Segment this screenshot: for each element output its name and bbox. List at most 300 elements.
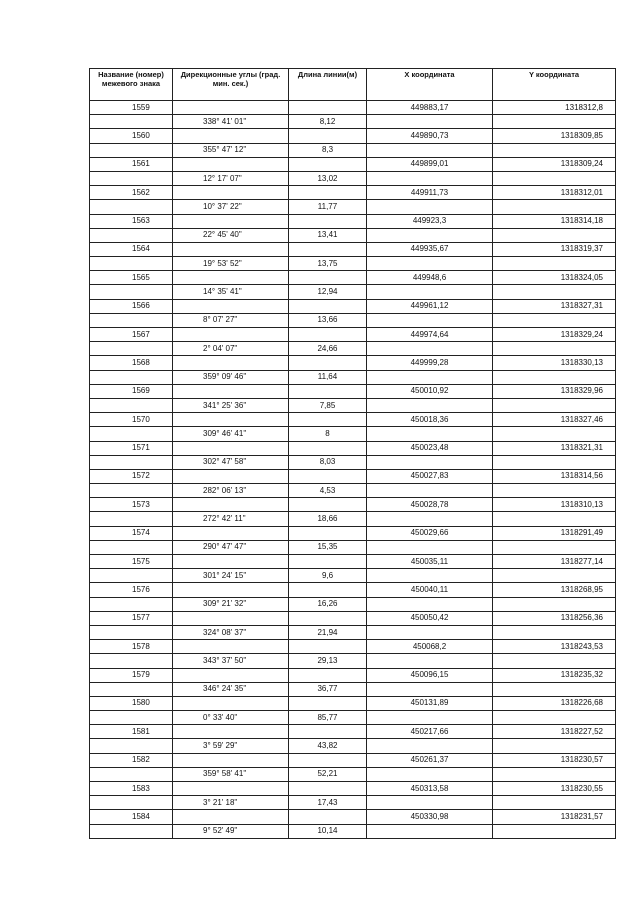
empty-cell	[493, 767, 616, 781]
empty-cell	[289, 271, 367, 285]
segment-row	[90, 313, 616, 327]
line-length: 11,77	[289, 200, 367, 214]
x-coordinate: 450027,83	[367, 469, 493, 483]
x-coordinate: 449999,28	[367, 356, 493, 370]
point-row	[90, 498, 616, 512]
line-length: 13,66	[289, 313, 367, 327]
empty-cell	[173, 611, 289, 625]
empty-cell	[289, 526, 367, 540]
empty-cell	[493, 796, 616, 810]
x-coordinate: 450018,36	[367, 413, 493, 427]
segment-row	[90, 597, 616, 611]
point-name: 1570	[90, 413, 173, 427]
empty-cell	[289, 101, 367, 115]
direction-angle: 290° 47' 47"	[173, 540, 289, 554]
point-name: 1568	[90, 356, 173, 370]
x-coordinate: 450330,98	[367, 810, 493, 824]
empty-cell	[367, 512, 493, 526]
point-name: 1573	[90, 498, 173, 512]
point-name: 1560	[90, 129, 173, 143]
line-length: 8,3	[289, 143, 367, 157]
point-name: 1578	[90, 640, 173, 654]
line-length: 12,94	[289, 285, 367, 299]
direction-angle: 301° 24' 15"	[173, 569, 289, 583]
line-length: 13,75	[289, 257, 367, 271]
empty-cell	[90, 143, 173, 157]
empty-cell	[367, 625, 493, 639]
segment-row	[90, 171, 616, 185]
point-row	[90, 157, 616, 171]
point-name: 1571	[90, 441, 173, 455]
empty-cell	[367, 427, 493, 441]
x-coordinate: 450131,89	[367, 696, 493, 710]
point-row	[90, 583, 616, 597]
coordinates-table	[89, 68, 616, 839]
point-name: 1583	[90, 782, 173, 796]
point-row	[90, 753, 616, 767]
empty-cell	[289, 384, 367, 398]
point-row	[90, 101, 616, 115]
y-coordinate: 1318235,32	[493, 668, 616, 682]
x-coordinate: 450029,66	[367, 526, 493, 540]
empty-cell	[173, 555, 289, 569]
direction-angle: 2° 04' 07"	[173, 342, 289, 356]
y-coordinate: 1318319,37	[493, 242, 616, 256]
direction-angle: 359° 58' 41"	[173, 767, 289, 781]
header-y: Y координата	[493, 69, 616, 101]
point-name: 1566	[90, 299, 173, 313]
empty-cell	[493, 824, 616, 838]
y-coordinate: 1318330,13	[493, 356, 616, 370]
line-length: 43,82	[289, 739, 367, 753]
empty-cell	[289, 782, 367, 796]
point-name: 1564	[90, 242, 173, 256]
segment-row	[90, 143, 616, 157]
empty-cell	[289, 696, 367, 710]
point-name: 1581	[90, 725, 173, 739]
empty-cell	[367, 398, 493, 412]
line-length: 8,03	[289, 455, 367, 469]
segment-row	[90, 427, 616, 441]
point-row	[90, 214, 616, 228]
empty-cell	[173, 498, 289, 512]
point-row	[90, 668, 616, 682]
empty-cell	[90, 455, 173, 469]
y-coordinate: 1318327,46	[493, 413, 616, 427]
point-name: 1580	[90, 696, 173, 710]
y-coordinate: 1318268,95	[493, 583, 616, 597]
empty-cell	[173, 441, 289, 455]
x-coordinate: 450261,37	[367, 753, 493, 767]
direction-angle: 324° 08' 37"	[173, 625, 289, 639]
empty-cell	[90, 313, 173, 327]
direction-angle: 9° 52' 49"	[173, 824, 289, 838]
point-name: 1569	[90, 384, 173, 398]
empty-cell	[173, 753, 289, 767]
empty-cell	[493, 257, 616, 271]
empty-cell	[367, 569, 493, 583]
empty-cell	[173, 668, 289, 682]
segment-row	[90, 739, 616, 753]
empty-cell	[493, 427, 616, 441]
segment-row	[90, 484, 616, 498]
empty-cell	[90, 200, 173, 214]
point-name: 1577	[90, 611, 173, 625]
empty-cell	[493, 512, 616, 526]
direction-angle: 10° 37' 22"	[173, 200, 289, 214]
empty-cell	[493, 370, 616, 384]
segment-row	[90, 342, 616, 356]
empty-cell	[493, 597, 616, 611]
point-row	[90, 299, 616, 313]
point-row	[90, 782, 616, 796]
y-coordinate: 1318309,85	[493, 129, 616, 143]
line-length: 24,66	[289, 342, 367, 356]
x-coordinate: 450050,42	[367, 611, 493, 625]
empty-cell	[367, 824, 493, 838]
point-row	[90, 469, 616, 483]
empty-cell	[493, 455, 616, 469]
header-length: Длина линии(м)	[289, 69, 367, 101]
point-row	[90, 526, 616, 540]
line-length: 18,66	[289, 512, 367, 526]
segment-row	[90, 285, 616, 299]
point-row	[90, 640, 616, 654]
point-row	[90, 271, 616, 285]
empty-cell	[289, 583, 367, 597]
empty-cell	[367, 654, 493, 668]
empty-cell	[493, 625, 616, 639]
line-length: 16,26	[289, 597, 367, 611]
point-row	[90, 356, 616, 370]
empty-cell	[90, 739, 173, 753]
y-coordinate: 1318310,13	[493, 498, 616, 512]
x-coordinate: 450217,66	[367, 725, 493, 739]
line-length: 9,6	[289, 569, 367, 583]
point-row	[90, 441, 616, 455]
empty-cell	[173, 299, 289, 313]
segment-row	[90, 512, 616, 526]
x-coordinate: 449961,12	[367, 299, 493, 313]
y-coordinate: 1318312,8	[493, 101, 616, 115]
x-coordinate: 449935,67	[367, 242, 493, 256]
segment-row	[90, 767, 616, 781]
empty-cell	[173, 242, 289, 256]
point-row	[90, 810, 616, 824]
empty-cell	[493, 228, 616, 242]
direction-angle: 302° 47' 58"	[173, 455, 289, 469]
point-name: 1562	[90, 186, 173, 200]
empty-cell	[493, 398, 616, 412]
x-coordinate: 449974,64	[367, 328, 493, 342]
empty-cell	[289, 328, 367, 342]
point-row	[90, 696, 616, 710]
empty-cell	[367, 285, 493, 299]
y-coordinate: 1318231,57	[493, 810, 616, 824]
direction-angle: 272° 42' 11"	[173, 512, 289, 526]
empty-cell	[289, 186, 367, 200]
direction-angle: 346° 24' 35"	[173, 682, 289, 696]
empty-cell	[289, 413, 367, 427]
empty-cell	[173, 129, 289, 143]
point-row	[90, 384, 616, 398]
segment-row	[90, 654, 616, 668]
x-coordinate: 449883,17	[367, 101, 493, 115]
point-name: 1572	[90, 469, 173, 483]
empty-cell	[367, 342, 493, 356]
line-length: 52,21	[289, 767, 367, 781]
empty-cell	[493, 285, 616, 299]
y-coordinate: 1318277,14	[493, 555, 616, 569]
y-coordinate: 1318327,31	[493, 299, 616, 313]
segment-row	[90, 569, 616, 583]
empty-cell	[90, 228, 173, 242]
empty-cell	[173, 725, 289, 739]
x-coordinate: 449890,73	[367, 129, 493, 143]
empty-cell	[367, 682, 493, 696]
empty-cell	[367, 370, 493, 384]
x-coordinate: 450313,58	[367, 782, 493, 796]
empty-cell	[493, 540, 616, 554]
empty-cell	[90, 597, 173, 611]
header-angle: Дирекционные углы (град. мин. сек.)	[173, 69, 289, 101]
line-length: 13,41	[289, 228, 367, 242]
y-coordinate: 1318291,49	[493, 526, 616, 540]
empty-cell	[493, 569, 616, 583]
empty-cell	[367, 455, 493, 469]
y-coordinate: 1318309,24	[493, 157, 616, 171]
empty-cell	[367, 313, 493, 327]
y-coordinate: 1318230,57	[493, 753, 616, 767]
segment-row	[90, 228, 616, 242]
x-coordinate: 449899,01	[367, 157, 493, 171]
empty-cell	[289, 356, 367, 370]
line-length: 36,77	[289, 682, 367, 696]
empty-cell	[173, 640, 289, 654]
direction-angle: 359° 09' 46"	[173, 370, 289, 384]
empty-cell	[90, 115, 173, 129]
table-header	[90, 69, 616, 101]
empty-cell	[173, 526, 289, 540]
empty-cell	[90, 512, 173, 526]
empty-cell	[289, 129, 367, 143]
line-length: 8	[289, 427, 367, 441]
empty-cell	[493, 739, 616, 753]
empty-cell	[289, 214, 367, 228]
empty-cell	[367, 540, 493, 554]
empty-cell	[493, 200, 616, 214]
empty-cell	[173, 101, 289, 115]
direction-angle: 282° 06' 13"	[173, 484, 289, 498]
empty-cell	[173, 384, 289, 398]
x-coordinate: 450035,11	[367, 555, 493, 569]
direction-angle: 22° 45' 40"	[173, 228, 289, 242]
x-coordinate: 449923,3	[367, 214, 493, 228]
empty-cell	[173, 810, 289, 824]
table-body	[90, 101, 616, 839]
empty-cell	[90, 767, 173, 781]
line-length: 4,53	[289, 484, 367, 498]
point-name: 1576	[90, 583, 173, 597]
line-length: 11,64	[289, 370, 367, 384]
empty-cell	[289, 441, 367, 455]
point-name: 1559	[90, 101, 173, 115]
segment-row	[90, 115, 616, 129]
segment-row	[90, 455, 616, 469]
empty-cell	[289, 640, 367, 654]
empty-cell	[493, 171, 616, 185]
empty-cell	[367, 767, 493, 781]
empty-cell	[289, 469, 367, 483]
line-length: 15,35	[289, 540, 367, 554]
empty-cell	[90, 484, 173, 498]
point-row	[90, 555, 616, 569]
segment-row	[90, 682, 616, 696]
direction-angle: 341° 25' 36"	[173, 398, 289, 412]
segment-row	[90, 540, 616, 554]
x-coordinate: 450040,11	[367, 583, 493, 597]
empty-cell	[90, 824, 173, 838]
point-name: 1575	[90, 555, 173, 569]
segment-row	[90, 370, 616, 384]
direction-angle: 3° 21' 18"	[173, 796, 289, 810]
direction-angle: 355° 47' 12"	[173, 143, 289, 157]
y-coordinate: 1318227,52	[493, 725, 616, 739]
x-coordinate: 449948,6	[367, 271, 493, 285]
header-x: X координата	[367, 69, 493, 101]
x-coordinate: 450096,15	[367, 668, 493, 682]
segment-row	[90, 796, 616, 810]
line-length: 8,12	[289, 115, 367, 129]
point-name: 1565	[90, 271, 173, 285]
empty-cell	[173, 696, 289, 710]
empty-cell	[289, 498, 367, 512]
empty-cell	[289, 242, 367, 256]
empty-cell	[90, 654, 173, 668]
empty-cell	[367, 228, 493, 242]
empty-cell	[367, 257, 493, 271]
empty-cell	[90, 257, 173, 271]
empty-cell	[90, 370, 173, 384]
empty-cell	[90, 540, 173, 554]
empty-cell	[90, 171, 173, 185]
direction-angle: 12° 17' 07"	[173, 171, 289, 185]
point-row	[90, 186, 616, 200]
direction-angle: 14° 35' 41"	[173, 285, 289, 299]
empty-cell	[493, 313, 616, 327]
empty-cell	[493, 143, 616, 157]
segment-row	[90, 824, 616, 838]
empty-cell	[367, 115, 493, 129]
line-length: 29,13	[289, 654, 367, 668]
empty-cell	[173, 157, 289, 171]
point-name: 1561	[90, 157, 173, 171]
x-coordinate: 449911,73	[367, 186, 493, 200]
point-name: 1574	[90, 526, 173, 540]
point-name: 1567	[90, 328, 173, 342]
empty-cell	[173, 214, 289, 228]
empty-cell	[367, 143, 493, 157]
empty-cell	[90, 569, 173, 583]
point-row	[90, 242, 616, 256]
y-coordinate: 1318329,96	[493, 384, 616, 398]
empty-cell	[493, 342, 616, 356]
empty-cell	[367, 711, 493, 725]
empty-cell	[90, 427, 173, 441]
direction-angle: 309° 21' 32"	[173, 597, 289, 611]
segment-row	[90, 711, 616, 725]
empty-cell	[493, 115, 616, 129]
point-name: 1582	[90, 753, 173, 767]
y-coordinate: 1318321,31	[493, 441, 616, 455]
point-row	[90, 725, 616, 739]
x-coordinate: 450023,48	[367, 441, 493, 455]
point-name: 1579	[90, 668, 173, 682]
y-coordinate: 1318314,56	[493, 469, 616, 483]
empty-cell	[289, 157, 367, 171]
empty-cell	[367, 171, 493, 185]
y-coordinate: 1318314,18	[493, 214, 616, 228]
y-coordinate: 1318324,05	[493, 271, 616, 285]
empty-cell	[367, 200, 493, 214]
y-coordinate: 1318329,24	[493, 328, 616, 342]
empty-cell	[90, 398, 173, 412]
empty-cell	[289, 299, 367, 313]
direction-angle: 309° 46' 41"	[173, 427, 289, 441]
direction-angle: 338° 41' 01"	[173, 115, 289, 129]
direction-angle: 3° 59' 29"	[173, 739, 289, 753]
empty-cell	[367, 484, 493, 498]
empty-cell	[289, 668, 367, 682]
segment-row	[90, 625, 616, 639]
line-length: 21,94	[289, 625, 367, 639]
empty-cell	[90, 285, 173, 299]
empty-cell	[289, 810, 367, 824]
empty-cell	[173, 469, 289, 483]
y-coordinate: 1318312,01	[493, 186, 616, 200]
empty-cell	[493, 682, 616, 696]
direction-angle: 19° 53' 52"	[173, 257, 289, 271]
empty-cell	[90, 625, 173, 639]
empty-cell	[90, 342, 173, 356]
x-coordinate: 450068,2	[367, 640, 493, 654]
line-length: 10,14	[289, 824, 367, 838]
point-row	[90, 129, 616, 143]
y-coordinate: 1318230,55	[493, 782, 616, 796]
segment-row	[90, 398, 616, 412]
empty-cell	[90, 796, 173, 810]
direction-angle: 343° 37' 50"	[173, 654, 289, 668]
line-length: 7,85	[289, 398, 367, 412]
empty-cell	[173, 356, 289, 370]
empty-cell	[173, 271, 289, 285]
empty-cell	[90, 682, 173, 696]
x-coordinate: 450028,78	[367, 498, 493, 512]
empty-cell	[367, 739, 493, 753]
segment-row	[90, 200, 616, 214]
empty-cell	[289, 611, 367, 625]
point-row	[90, 413, 616, 427]
direction-angle: 0° 33' 40"	[173, 711, 289, 725]
empty-cell	[90, 711, 173, 725]
line-length: 17,43	[289, 796, 367, 810]
empty-cell	[367, 796, 493, 810]
y-coordinate: 1318243,53	[493, 640, 616, 654]
direction-angle: 8° 07' 27"	[173, 313, 289, 327]
point-name: 1563	[90, 214, 173, 228]
empty-cell	[173, 583, 289, 597]
empty-cell	[173, 186, 289, 200]
